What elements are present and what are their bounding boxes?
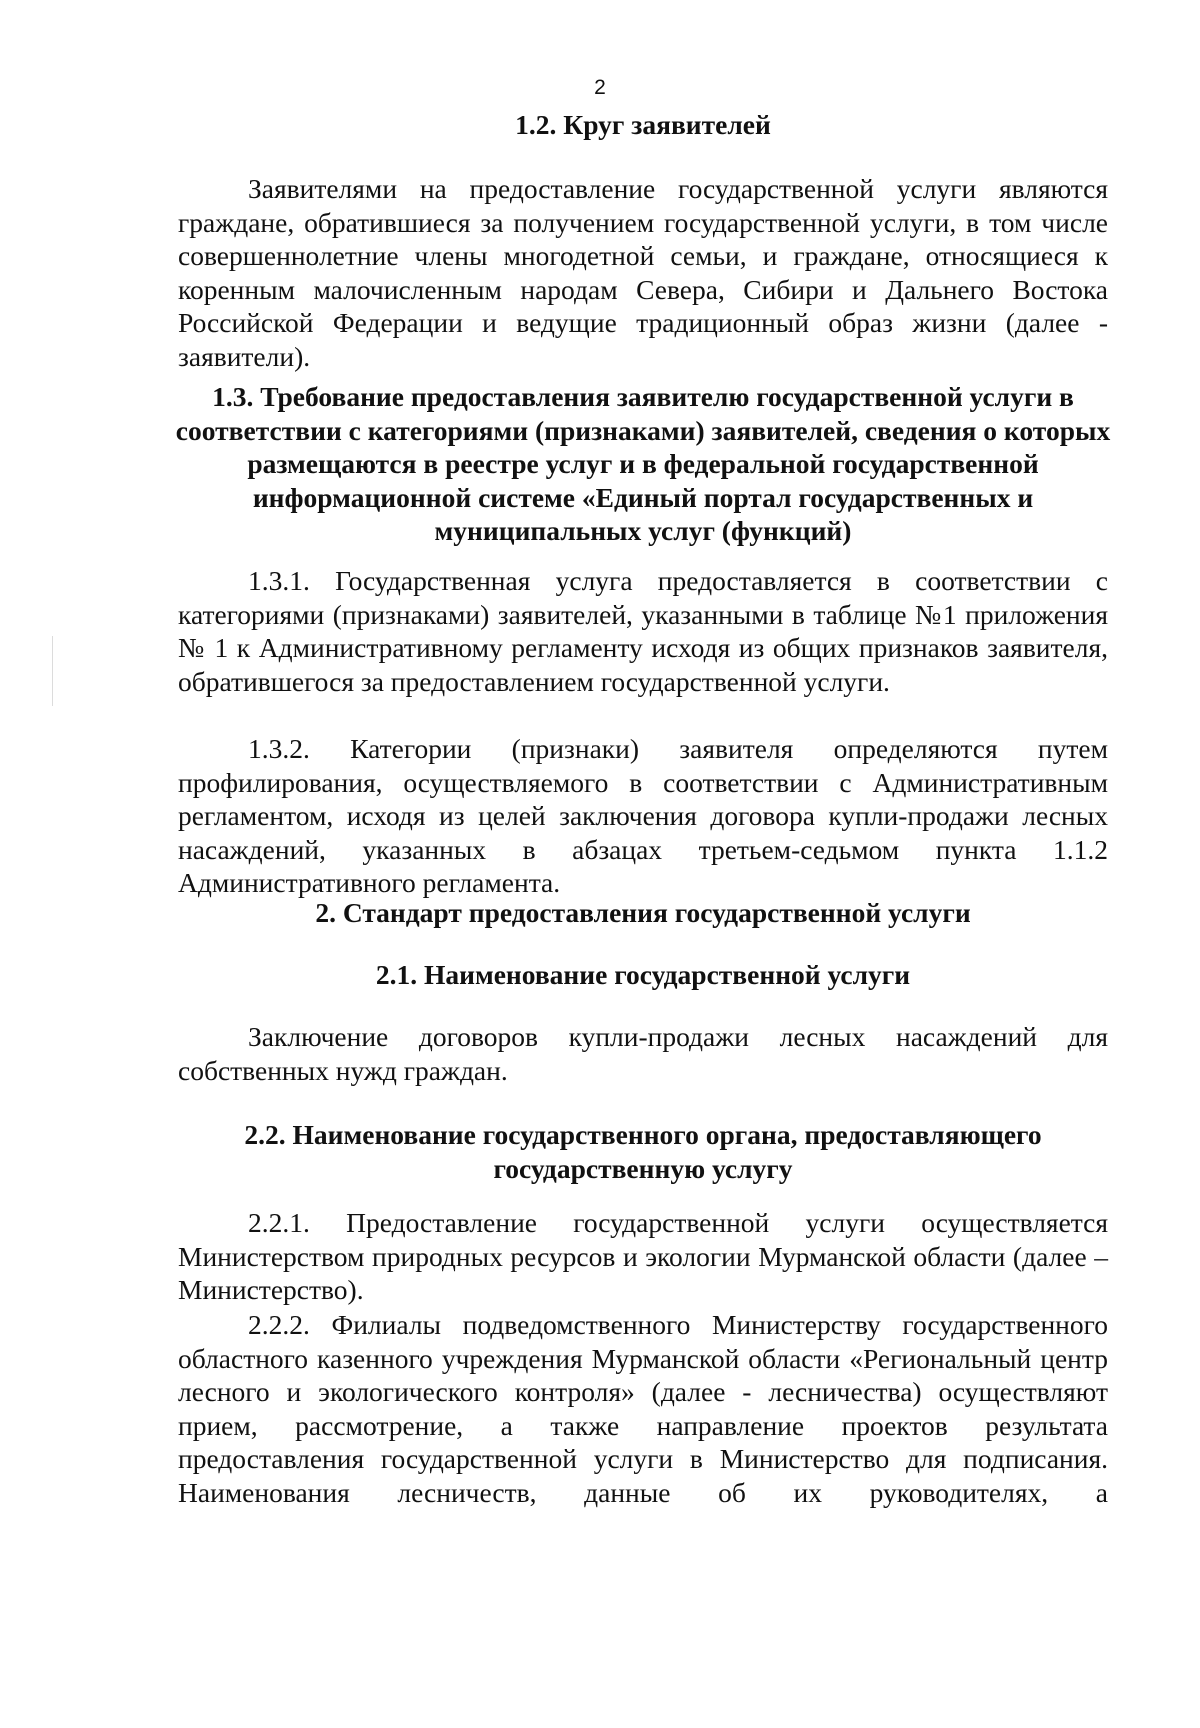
heading-2-2: 2.2. Наименование государственного органа, предоставляющего государственную услугу	[244, 1119, 1042, 1184]
paragraph-service-name: Заключение договоров купли-продажи лесных насаждений для собственных нужд граждан.	[178, 1021, 1108, 1086]
heading-1-3: 1.3. Требование предоставления заявителю государственной услуги в соответствии с категориями (признаками) заявителей, сведения о которых размещаются в реестре услуг и в федеральной государственной информационной системе «Единый портал государственных и муниципальных услуг (функций)	[175, 381, 1111, 547]
paragraph-applicants: Заявителями на предоставление государственной услуги являются граждане, обратившиеся за получением государственной услуги, в том числе совершеннолетние члены многодетной семьи, и граждане, относящиеся к коренным малочисленным народам Севера, Сибири и Дальнего Востока Российской Федерации и ведущие традиционный образ жизни (далее - заявители).	[178, 173, 1108, 372]
heading-2: 2. Стандарт предоставления государственной услуги	[315, 897, 971, 928]
scan-artifact-line	[52, 636, 53, 706]
paragraph-1-3-1: 1.3.1. Государственная услуга предоставляется в соответствии с категориями (признаками) заявителей, указанными в таблице №1 приложения № 1 к Административному регламенту исходя из общих признаков заявителя, обратившегося за предоставлением государственной услуги.	[178, 565, 1108, 697]
page-number: 2	[594, 76, 606, 99]
heading-1-2: 1.2. Круг заявителей	[515, 109, 771, 140]
paragraph-2-2-2: 2.2.2. Филиалы подведомственного Министерству государственного областного казенного учреждения Мурманской области «Региональный центр лесного и экологического контроля» (далее - лесничества) осуществляют прием, рассмотрение, а также направление проектов результата предоставления государственной услуги в Министерство для подписания. Наименования лесничеств, данные об их руководителях, а	[178, 1309, 1108, 1508]
paragraph-2-2-1: 2.2.1. Предоставление государственной услуги осуществляется Министерством природных ресурсов и экологии Мурманской области (далее – Министерство).	[178, 1207, 1108, 1306]
paragraph-1-3-2: 1.3.2. Категории (признаки) заявителя определяются путем профилирования, осуществляемого в соответствии с Административным регламентом, исходя из целей заключения договора купли-продажи лесных насаждений, указанных в абзацах третьем-седьмом пункта 1.1.2 Административного регламента.	[178, 733, 1108, 899]
heading-2-1: 2.1. Наименование государственной услуги	[375, 959, 911, 990]
